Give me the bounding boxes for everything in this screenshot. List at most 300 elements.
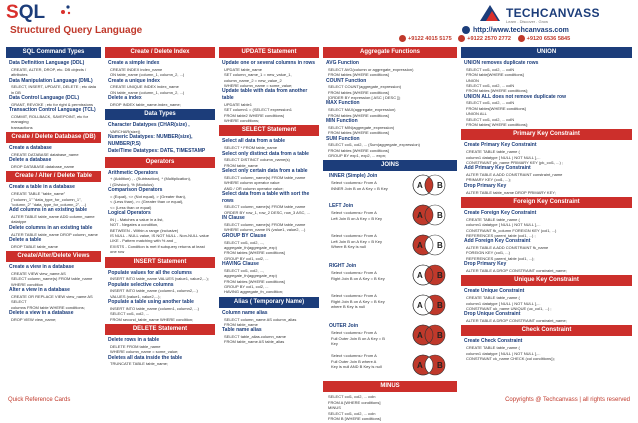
code-line: Right Join B on A Key = B Key xyxy=(331,275,385,281)
code-line: CONSTRAINT ck_name CHECK (col conditions)); xyxy=(466,355,555,361)
join-item xyxy=(323,291,457,321)
code-line: WHERE condition xyxy=(11,281,44,287)
code-line: Select <columns> From A xyxy=(331,233,377,239)
code-line: FROM table_name xyxy=(224,321,258,327)
code-line: Full Outer Join B on A Key = B xyxy=(331,335,385,341)
item-title: AVG Function xyxy=(326,60,359,66)
code-line: Select <columns> From A xyxy=(331,293,377,299)
code-line: = (Equal), <> (Not equal), > (Greater than), xyxy=(110,193,187,199)
section-header: Create / Delete Database (DB) xyxy=(6,132,101,143)
code-line: Select <columns> From A xyxy=(331,180,377,186)
venn-label-a: A xyxy=(417,241,423,251)
join-text xyxy=(326,321,396,348)
phone-3 xyxy=(518,36,571,42)
join-text xyxy=(326,171,396,193)
code-line: SELECT col1, col2, ... colN xyxy=(466,82,515,88)
section-header: Data Types xyxy=(105,109,215,120)
code-line: FROM tables [WHERE conditions] xyxy=(328,89,389,95)
code-line: SELECT col1, col2, ... (Sum(aggregate_expression) xyxy=(328,142,420,148)
join-item xyxy=(323,231,457,261)
item-title: Populate selective columns xyxy=(108,281,174,288)
website-link[interactable] xyxy=(462,26,632,35)
code-line: DELETE FROM table_name xyxy=(110,343,161,349)
code-line: SELECT, INSERT, UPDATE, DELETE ; etc data in DB xyxy=(11,84,96,95)
code-line: UPDATE table_name xyxy=(224,66,262,72)
brand-mark-icon xyxy=(478,3,504,23)
venn-diagram-full xyxy=(407,324,451,346)
code-line: SELECT col1, col2, ... xyxy=(110,311,150,317)
item-title: SUM Function xyxy=(326,135,360,142)
item-title: Drop Primary Key xyxy=(464,261,507,268)
code-line: CREATE TABLE table_name ( xyxy=(466,149,520,155)
item-title: Data Definition Language (DDL) xyxy=(9,60,85,66)
code-line: SELECT * FROM table_name xyxy=(224,145,278,151)
code-line: INNER Join B on A Key = B Key xyxy=(331,185,388,191)
code-line: FROM tables [WHERE conditions] xyxy=(328,130,389,136)
venn-diagram-right xyxy=(407,264,451,286)
code-line: REFERENCES parent_table (col1, ...) ; xyxy=(466,232,536,238)
phone-1-text: +9122 4015 5175 xyxy=(408,35,452,42)
code-line: FROM tables [WHERE conditions] xyxy=(328,112,389,118)
code-line: column1 datatype [ NULL | NOT NULL ],... xyxy=(466,300,541,306)
section-header: UPDATE Statement xyxy=(219,47,319,58)
section-body xyxy=(6,143,101,171)
item-title: Create Unique Constraint xyxy=(464,288,525,295)
column-3 xyxy=(219,47,319,387)
code-line: IS NULL - NULL value, IS NOT NULL - Non-NULL value xyxy=(110,232,209,238)
code-line: Select <columns> From A xyxy=(331,210,377,216)
venn-diagram-inner xyxy=(407,174,451,196)
section-check-constraint xyxy=(461,325,632,363)
item-title: Select all data from a table xyxy=(222,138,286,145)
code-line: SELECT col1, col2, ..., aggregate_fn(aggregate_exp) xyxy=(224,239,277,250)
code-line: CREATE TABLE table_name ( xyxy=(466,295,520,301)
section-header: JOINS xyxy=(323,160,457,171)
phone-icon xyxy=(399,35,406,42)
section-body xyxy=(461,286,632,325)
subtitle: Structured Query Language xyxy=(10,25,143,36)
code-line: WHERE column operator value xyxy=(224,180,280,186)
code-line: "column_2" "data_type_for_column_2", ...) xyxy=(11,201,87,207)
section-body xyxy=(105,58,215,109)
section-insert-statement xyxy=(105,257,215,325)
brand-name: TECHCANVASS xyxy=(506,6,600,20)
section-body xyxy=(105,120,215,156)
item-title: Create Primary Key Constraint xyxy=(464,142,537,149)
venn-diagram-left xyxy=(407,204,451,226)
code-line: FROM table2 WHERE conditions) xyxy=(224,112,285,118)
venn-label-b: B xyxy=(437,241,443,251)
brand-tagline: Learn . Discover . Grow xyxy=(506,19,549,24)
section-delete-statement xyxy=(105,324,215,369)
item-title: MAX Function xyxy=(326,100,360,107)
venn-label-b: B xyxy=(437,181,443,191)
code-line: ALTER TABLE table_name ADD column_name xyxy=(11,214,95,220)
item-title: Table name alias xyxy=(222,327,262,334)
logo-title-s: S xyxy=(6,2,19,23)
section-body xyxy=(461,336,632,363)
venn-label-b: B xyxy=(437,211,443,221)
venn-label-a: A xyxy=(417,331,423,341)
item-title: Add columns in an existing table xyxy=(9,207,88,214)
code-line: VALUES (value1, value2,...); xyxy=(110,293,161,299)
join-item xyxy=(323,201,457,231)
code-line: ORDER BY row_1, row_2 DESC, row_3 ASC, ... xyxy=(224,209,310,215)
column-2 xyxy=(105,47,215,387)
venn-label-b: B xyxy=(437,271,443,281)
code-line: SELECT column_name(s) FROM table_name xyxy=(11,276,93,282)
code-line: FROM tables[WHERE conditions] xyxy=(466,105,526,111)
item-title: Drop Unique Constraint xyxy=(464,311,521,318)
item-title: Create a unique index xyxy=(108,77,160,84)
code-line: HAVING aggregate_fn_condition; xyxy=(224,289,284,295)
item-title: Drop Primary Key xyxy=(464,182,507,189)
section-body xyxy=(461,58,632,129)
code-line: datatype xyxy=(11,219,27,225)
code-line: FROM B [WHERE conditions] xyxy=(328,416,381,421)
code-line: WHERE column_name IN (value1, value2, ...) xyxy=(224,227,306,233)
section-create-delete-index xyxy=(105,47,215,109)
section-header: Create / Alter / Delete Table xyxy=(6,171,101,182)
code-line: UNION ALL xyxy=(466,111,487,117)
section-body xyxy=(461,208,632,275)
code-line: WHERE conditions; xyxy=(224,117,260,123)
section-body xyxy=(6,182,101,251)
code-line: ON table_name (column_1, column_2, ...) xyxy=(110,72,185,78)
join-item xyxy=(323,321,457,351)
section-header: MINUS xyxy=(323,381,457,392)
code-line: SELECT column_name(s) FROM table_name xyxy=(224,204,306,210)
item-title: Delete a index xyxy=(108,95,142,102)
code-line: SET column_name_1 = new_value_1, xyxy=(224,72,292,78)
section-body xyxy=(219,308,319,347)
venn-label-a: A xyxy=(417,361,423,371)
code-line: CREATE OR REPLACE VIEW view_name AS SELECT xyxy=(11,293,93,305)
code-line: AND / OR column operator value; xyxy=(224,185,284,191)
code-line: [ORDER BY expression [ ASC | DESC ]]; xyxy=(328,95,401,101)
venn-diagram-rightonly xyxy=(407,294,451,316)
code-line: INSERT INTO table_name VALUES (value1, value2,...); xyxy=(110,276,209,282)
code-line: columns FROM table WHERE conditions; xyxy=(11,304,85,310)
item-title: Logical Operators xyxy=(108,210,151,217)
code-line: FROM table_name AS table_alias xyxy=(224,339,285,345)
code-line: BETWEEN - Within a range (inclusive) xyxy=(110,227,179,233)
joins-section xyxy=(323,160,457,381)
code-line: ALTER TABLE table_name DROP PRIMARY KEY; xyxy=(466,189,556,195)
code-line: column1 datatype [ NULL | NOT NULL ],... xyxy=(466,350,541,356)
item-title: Update one or several columns in rows xyxy=(222,60,316,66)
section-header: UNION xyxy=(461,47,632,58)
code-line: ON table_name (column_1, column_2, ...) xyxy=(110,89,185,95)
code-line: Select <columns> From A xyxy=(331,270,377,276)
code-line: LIKE - Pattern matching with % and _ xyxy=(110,238,177,244)
code-line: WHERE column_name = some_value; xyxy=(224,82,293,88)
logo-title-rest: QL xyxy=(18,2,46,23)
section-header: Foreign Key Constraint xyxy=(461,197,632,208)
code-line: CREATE, ALTER, DROP, etc. DB objects / attributes xyxy=(11,66,87,78)
section-body xyxy=(105,335,215,369)
header xyxy=(0,0,638,45)
code-line: SELECT col1, col2, ... coln xyxy=(328,394,376,400)
code-line: UPDATE table1 xyxy=(224,101,252,107)
section-foreign-key-constraint xyxy=(461,197,632,275)
code-line: SELECT DISTINCT column_name(s) xyxy=(224,157,290,163)
venn-label-a: A xyxy=(417,301,423,311)
code-line: where B Key is null xyxy=(331,304,366,310)
section-header: Primary Key Constraint xyxy=(461,129,632,140)
phone-3-text: +9120 6536 5845 xyxy=(526,35,571,42)
item-title: Select only certain data from a table xyxy=(222,168,308,175)
section-body xyxy=(6,58,101,132)
item-title: Character Datatypes (CHAR(size) , xyxy=(108,122,190,129)
item-title: Update table with data from another table xyxy=(222,88,308,102)
item-title: MIN Function xyxy=(326,117,358,124)
code-line: / (Division), % (Modulus) xyxy=(110,181,154,187)
footer xyxy=(0,395,638,407)
code-line: Left Join B on A Key = B Key xyxy=(331,215,383,221)
section-body xyxy=(105,168,215,257)
item-title: Delete rows in a table xyxy=(108,337,160,344)
code-line: FROM A [WHERE conditions] xyxy=(328,399,381,405)
code-line: CREATE TABLE table_name ( xyxy=(466,345,520,351)
code-line: ("column_1" "data_type_for_column_1", xyxy=(11,196,82,202)
item-title: Delete a view in a database xyxy=(9,309,74,316)
code-line: FROM second_table_name WHERE condition; xyxy=(110,316,194,322)
code-line: FROM tables [WHERE conditions] xyxy=(328,72,389,78)
join-item xyxy=(323,171,457,201)
section-aggregate-functions xyxy=(323,47,457,160)
website-text: http://www.techcanvass.com xyxy=(473,26,569,34)
footer-left: Quick Reference Cards xyxy=(8,397,71,403)
item-title: GROUP BY Clause xyxy=(222,232,267,239)
code-line: SELECT AVG(column or aggregate_expression) xyxy=(328,66,414,72)
code-line: VARCHAR(size)) xyxy=(110,128,141,134)
item-title: Delete a database xyxy=(9,157,52,164)
section-header: INSERT Statement xyxy=(105,257,215,268)
join-title: LEFT Join xyxy=(329,203,354,210)
item-title: Select data from a table with sort the rows xyxy=(222,190,310,204)
code-line: GROUP BY col1, col2, ... xyxy=(224,255,269,261)
code-line: CREATE DATABASE database_name xyxy=(11,151,79,157)
aggregate-section xyxy=(323,47,457,160)
section-create-alter-delete-views xyxy=(6,251,101,324)
join-text xyxy=(326,261,396,283)
column-1 xyxy=(6,47,101,387)
code-line: GROUP BY col1, col2, ... xyxy=(224,284,269,290)
section-primary-key-constraint xyxy=(461,129,632,197)
item-title: HAVING Clause xyxy=(222,261,259,268)
code-line: Right Join B on A Key = B Key xyxy=(331,298,385,304)
code-line: COMMIT, ROLLBACK, SAVEPOINT, etc for managing xyxy=(11,113,89,125)
item-title: UNION ALL does not remove duplicate row xyxy=(464,93,566,100)
section-data-types xyxy=(105,109,215,156)
item-title: Comparison Operators xyxy=(108,187,163,194)
code-line: ALTER TABLE A ADD CONSTRAINT fk_name xyxy=(466,245,549,251)
code-line: Where B Key is null xyxy=(331,244,366,250)
item-title: Alter a view in a database xyxy=(9,287,70,294)
item-title: Create Foreign Key Constraint xyxy=(464,210,537,216)
item-title: Data Manipulation Language (DML) xyxy=(9,77,93,84)
code-line: REFERENCES parent_table (col1, ...); xyxy=(466,255,535,261)
code-line: one row xyxy=(110,249,125,255)
item-title: Create a view in a database xyxy=(9,264,75,271)
join-title: INNER (Simple) Join xyxy=(329,173,378,180)
code-line: PRIMARY KEY (col1, ...); xyxy=(466,177,511,183)
code-line: UNION xyxy=(466,77,479,83)
section-header: Create / Delete Index xyxy=(105,47,215,58)
column-5 xyxy=(461,47,632,387)
phone-icon xyxy=(518,35,525,42)
phone-numbers xyxy=(399,35,637,44)
join-title: OUTER Join xyxy=(329,323,359,330)
venn-label-a: A xyxy=(417,211,423,221)
item-title: Populate values for all the columns xyxy=(108,269,192,276)
item-title: Create a database xyxy=(9,145,52,152)
item-title: Create a simple index xyxy=(108,60,160,66)
phone-1 xyxy=(399,36,452,42)
code-line: ALTER TABLE A ADD CONSTRAINT constraint_name xyxy=(466,172,563,178)
code-line: SELECT table_alias.column_name xyxy=(224,334,286,340)
item-title: Transaction Control Language (TCL) xyxy=(9,107,96,114)
venn-diagram-fullonly xyxy=(407,354,451,376)
item-title: Deletes all data inside the table xyxy=(108,354,183,361)
code-line: FROM table[WHERE conditions] xyxy=(466,72,524,78)
item-title: Arithmetic Operators xyxy=(108,169,159,176)
section-header: Operators xyxy=(105,157,215,168)
code-line: SELECT MAX(aggregate_expression) xyxy=(328,107,396,113)
code-line: FROM tables [WHERE conditions] xyxy=(224,250,285,256)
code-line: INSERT INTO table_name (column1, column2, ...) xyxy=(110,305,199,311)
section-union xyxy=(461,47,632,129)
section-create-alter-delete-table xyxy=(6,171,101,251)
item-title: Column name alias xyxy=(222,309,268,316)
code-line: FROM tables [WHERE conditions]; xyxy=(466,88,529,94)
code-line: column1 datatype [ NULL | NOT NULL ],... xyxy=(466,222,541,228)
code-line: SELECT col1, col2, ... coln xyxy=(328,410,376,416)
code-line: ALTER TABLE A DROP CONSTRAINT constraint_name; xyxy=(466,267,567,273)
code-line: + (Addition) , - (Subtraction), * (Multiplication), xyxy=(110,176,192,182)
item-title: IN Clause xyxy=(222,215,245,222)
globe-icon xyxy=(462,26,470,34)
code-line: EXISTS - Condition is met if subquery returns at least xyxy=(110,243,205,249)
item-title: Add Primary Key Constraint xyxy=(464,165,531,172)
section-header: DELETE Statement xyxy=(105,324,215,335)
join-text xyxy=(326,291,396,311)
code-line: SELECT col1, col2, ... colN xyxy=(466,66,515,72)
item-title: Select only distinct data from a table xyxy=(222,150,309,157)
join-text xyxy=(326,201,396,223)
code-line: FOREIGN KEY (col1, ...) xyxy=(466,250,510,256)
code-line: CREATE TABLE "table_name" xyxy=(11,191,66,197)
item-title: Delete a table xyxy=(9,237,42,243)
code-line: <= (Less than or equal) xyxy=(110,204,152,210)
code-line: CONSTRAINT pk_name PRIMARY KEY (pk_col1, ...) ; xyxy=(466,159,564,165)
venn-label-a: A xyxy=(417,181,423,191)
section-header: Check Constraint xyxy=(461,325,632,336)
section-body xyxy=(461,140,632,197)
brand-logo xyxy=(478,3,598,25)
code-line: column1 datatype [ NULL | NOT NULL ],... xyxy=(466,154,541,160)
code-line: Select <columns> From A xyxy=(331,353,377,359)
code-line: DROP TABLE table_name xyxy=(11,243,58,249)
logo-title xyxy=(6,2,45,24)
phone-2 xyxy=(458,36,511,42)
code-line: GROUP BY exp1, exp2, ... expn; xyxy=(328,153,387,159)
code-line: SELECT col1, col2, ... colN xyxy=(466,116,515,122)
item-title: Create a table in a database xyxy=(9,184,75,191)
code-line: FROM tables [WHERE conditions] xyxy=(328,147,389,153)
section-body xyxy=(6,262,101,324)
section-body xyxy=(219,136,319,296)
item-title: Delete columns in an existing table xyxy=(9,224,93,231)
code-line: SELECT column_name(s) FROM table_name xyxy=(224,174,306,180)
section-body xyxy=(105,268,215,325)
code-line: NOT - Negates a condition, xyxy=(110,222,159,228)
item-title: Populate a table using another table xyxy=(108,299,194,306)
item-title: Data Control Language (DCL) xyxy=(9,95,79,102)
section-update-statement xyxy=(219,47,319,125)
item-title: Date/Time Datatypes: DATE, TIMESTAMP xyxy=(108,147,206,154)
phone-icon xyxy=(458,35,465,42)
join-text xyxy=(326,351,396,371)
code-line: SET column1 = (SELECT expression1 xyxy=(224,107,292,113)
section-header: Unique Key Constraint xyxy=(461,275,632,286)
venn-diagram-leftonly xyxy=(407,234,451,256)
code-line: GRANT, REVOKE ; etc for right & permissions xyxy=(11,101,94,107)
code-line: TRUNCATE TABLE table_name; xyxy=(110,361,169,367)
section-unique-key-constraint xyxy=(461,275,632,325)
code-line: column_name_2 = new_value_2 xyxy=(224,77,282,83)
code-line: DROP INDEX table_name.index_name; xyxy=(110,101,181,107)
section-header: Create/Alter/Delete Views xyxy=(6,251,101,262)
code-line: SELECT col1, col2, ... colN xyxy=(466,100,515,106)
code-line: Key xyxy=(331,340,338,346)
section-header: SELECT Statement xyxy=(219,125,319,136)
code-line: SELECT column_name(s) FROM table_name xyxy=(224,222,306,227)
section-header: Aggregate Functions xyxy=(323,47,457,58)
code-line: FROM table_name xyxy=(224,162,258,168)
section-header: Alias ( Temporary Name) xyxy=(219,297,319,308)
code-line: Left Join B on A Key = B Key xyxy=(331,238,383,244)
join-item xyxy=(323,261,457,291)
venn-label-a: A xyxy=(417,271,423,281)
section-body xyxy=(323,58,457,160)
code-line: CONSTRAINT uk_name UNIQUE (uc_col1, ...) ; xyxy=(466,305,552,311)
code-line: ALTER TABLE A DROP CONSTRAINT constraint_name; xyxy=(466,318,567,324)
section-create-delete-database-db xyxy=(6,132,101,171)
venn-label-b: B xyxy=(437,331,443,341)
item-title: COUNT Function xyxy=(326,77,367,84)
section-sql-command-types xyxy=(6,47,101,132)
item-title: Numeric Datatypes: NUMBER(size), NUMBER(P,S) xyxy=(108,134,193,148)
venn-label-b: B xyxy=(437,361,443,371)
sparkle-icon xyxy=(60,4,72,16)
join-text xyxy=(326,231,396,251)
join-title: RIGHT Join xyxy=(329,263,357,270)
footer-right: Copyrights @ Techcanvass | all rights reserved xyxy=(505,397,630,403)
join-item xyxy=(323,351,457,381)
code-line: < (Less than), >= (Greater than or equal), xyxy=(110,199,184,205)
code-line: transactions xyxy=(11,124,33,130)
code-line: CONSTRAINT fk_column FOREIGN KEY (col1, ...) xyxy=(466,227,557,233)
code-line: CREATE TABLE table_name ( xyxy=(466,216,520,222)
code-line: DROP DATABASE database_name xyxy=(11,164,75,170)
code-line: Select <columns> From A xyxy=(331,330,377,336)
code-line: WHERE column_name = some_value; xyxy=(110,349,179,355)
code-line: FROM tables[ WHERE conditions]; xyxy=(466,122,529,128)
section-body xyxy=(219,58,319,125)
item-title: Add Foreign Key Constraint xyxy=(464,238,531,245)
